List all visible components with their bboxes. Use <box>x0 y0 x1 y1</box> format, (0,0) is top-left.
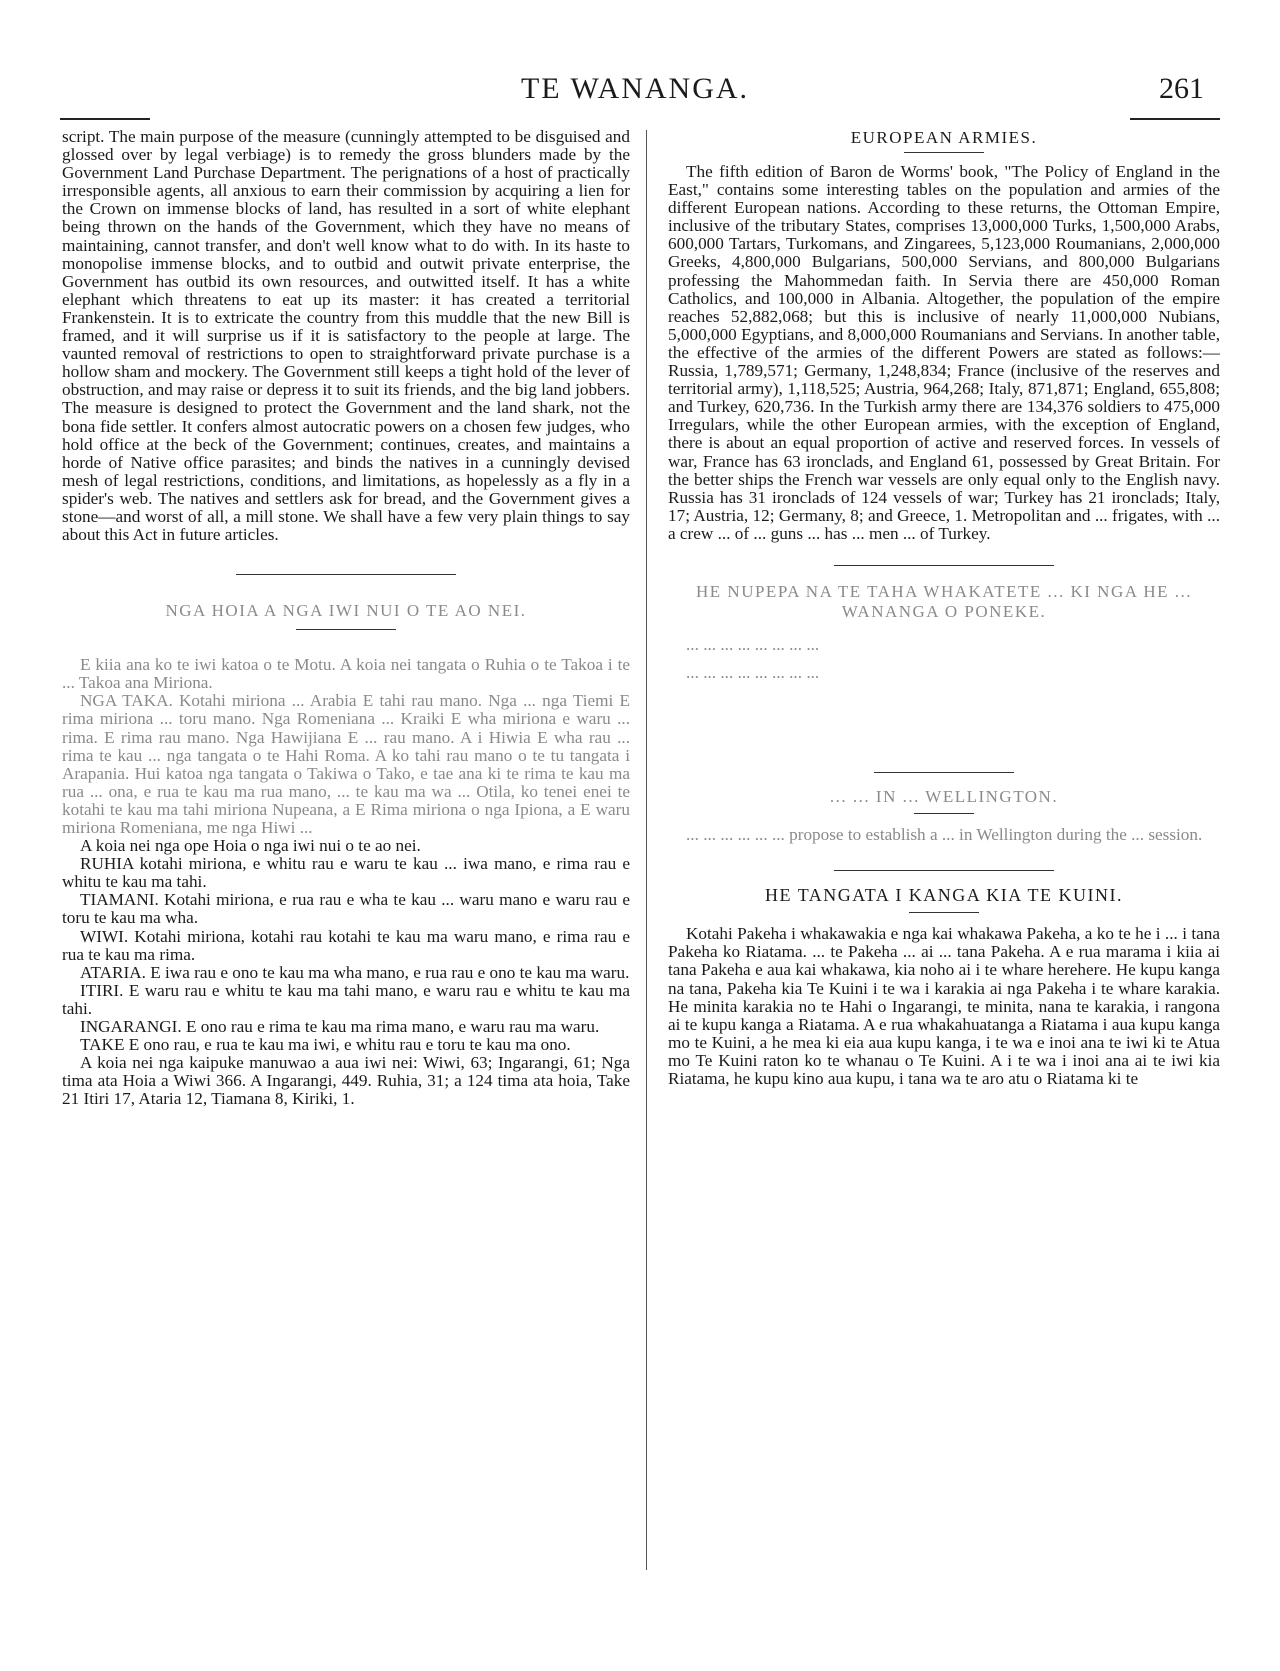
army-entry-tiamani: TIAMANI. Kotahi miriona, e rua rau e wha te kau ... waru mano e waru rau e toru te kau ma wha. <box>62 890 630 928</box>
section-separator <box>874 772 1014 773</box>
article-nupepa-paragraph-2: ... ... ... ... ... ... ... ... <box>686 663 820 683</box>
header-rule-right <box>1130 118 1220 120</box>
army-entry-ingarangi: INGARANGI. E ono rau e rima te kau ma rima mano, e waru rau ma waru. <box>80 1017 600 1037</box>
army-entry-ruhia: RUHIA kotahi miriona, e whitu rau e waru te kau ... iwa mano, e rima rau e whitu te kau ma tahi. <box>62 854 630 892</box>
masthead <box>60 72 1210 112</box>
article-wellington-paragraph: ... ... ... ... ... ... propose to establish a ... in Wellington during the ... session. <box>686 825 1203 845</box>
army-entry-itiri: ITIRI. E waru rau e whitu te kau ma tahi mano, e waru rau e whitu te kau ma tahi. <box>62 980 630 1018</box>
section-title-kuini: HE TANGATA I KANGA KIA TE KUINI. <box>765 885 1123 906</box>
article-nupepa-paragraph-1: ... ... ... ... ... ... ... ... <box>686 634 820 654</box>
section-title-nga-hoia: NGA HOIA A NGA IWI NUI O TE AO NEI. <box>165 601 527 621</box>
article-nga-hoia-paragraph-2: NGA TAKA. Kotahi miriona ... Arabia E tahi rau mano. Nga ... nga Tiemi E rima miriona ... toru mano. Nga Romeniana ... Kraiki E wha miriona e waru ... rima. E rima rau mano. Nga Hawijiana E ... rau mano. A i Hiwia E wha rau ... rima te kau ... nga tangata o te Hahi Roma. A ko tahi rau mano o te tu tangata i Arapania. Hui katoa nga tangata o Takiwa o Tako, e tae ana ki te rima te kau ma rua ... ona, e rua te kau ma rua mano, ... te kau ma wa ... Otila, ko tenei enei te kotahi te kau ma tahi miriona Nupeana, a E Rima miriona o nga Ipiona, a E waru miriona Romeniana, me nga Hiwi ... <box>62 691 630 837</box>
section-title-european-armies: EUROPEAN ARMIES. <box>850 128 1038 147</box>
title-underline <box>904 152 984 153</box>
army-entry-wiwi: WIWI. Kotahi miriona, kotahi rau kotahi te kau ma waru mano, e rima rau e rua te kau ma rima. <box>62 926 630 964</box>
article-nga-hoia-list-intro: A koia nei nga ope Hoia o nga iwi nui o te ao nei. <box>80 836 421 856</box>
article-nga-hoia-paragraph-1: E kiia ana ko te iwi katoa o te Motu. A koia nei tangata o Ruhia o te Takoa i te ... Takoa ana Miriona. <box>62 655 630 693</box>
army-entry-take: TAKE E ono rau, e rua te kau ma iwi, e whitu rau e toru te kau ma ono. <box>80 1035 571 1055</box>
section-separator <box>236 574 456 575</box>
page-number: 261 <box>1159 72 1204 105</box>
section-separator <box>834 870 1054 871</box>
warships-paragraph: A koia nei nga kaipuke manuwao a aua iwi nei: Wiwi, 63; Ingarangi, 61; Nga tima ata Hoia a Wiwi 366. A Ingarangi, 449. Ruhia, 31; a 124 tima ata hoia, Take 21 Itiri 17, Ataria 12, Tiamana 8, Kiriki, 1. <box>62 1053 630 1109</box>
column-divider <box>646 130 647 1570</box>
left-column <box>62 128 630 1109</box>
section-title-wellington: ... ... IN ... WELLINGTON. <box>829 787 1059 807</box>
title-underline <box>296 629 396 630</box>
section-title-nupepa: HE NUPEPA NA TE TAHA WHAKATETE ... KI NGA HE ... WANANGA O PONEKE. <box>696 581 1192 621</box>
title-underline <box>914 813 974 814</box>
section-separator <box>834 565 1054 566</box>
army-entry-ataria: ATARIA. E iwa rau e ono te kau ma wha mano, e rua rau e ono te kau ma waru. <box>80 962 630 982</box>
title-underline <box>909 912 979 913</box>
header-rule-left <box>60 118 150 120</box>
masthead-title: TE WANANGA. <box>520 72 750 105</box>
right-column <box>668 128 1220 1088</box>
article-kuini-paragraph: Kotahi Pakeha i whakawakia e nga kai whakawa Pakeha, a ko te he i ... i tana Pakeha ko Riatama. ... te Pakeha ... ai ... tana Pakeha. A e rua marama i kiia ai tana Pakeha e aua kai whakawa, kia noho ai i te whare herehere. He kupu kanga na tana, Pakeha kia Te Kuini i te wa i karakia ai nga Pakeha i te whare karakia. He minita karakia no te Hahi o Ingarangi, te minita, nana te karakia, i rangona ai te kupu kanga a Riatama. A e rua whakahuatanga a Riatama i aua kupu kanga mo te Kuini, a he mea ki eia aua kupu kanga, i te wa e inoi ana te iwi ki te Atua mo Te Kuini raton ko te whanau o Te Kuini. A i te wa i inoi ana ai te iwi kia Riatama, he kupu kino aua kupu, i tana wa te aro atu o Riatama ki te <box>668 924 1220 1088</box>
article-land-bill-paragraph: script. The main purpose of the measure (cunningly attempted to be disguised and glossed over by legal verbiage) is to remedy the gross blunders made by the Government Land Purchase Department. The perignations of a host of practically irresponsible agents, all anxious to earn their commission by acquiring a lien for the Crown on immense blocks of land, has resulted in a sort of white elephant being thrown on the hands of the Government, which they have no means of maintaining, cannot transfer, and don't well know what to do with. In its haste to monopolise immense blocks, and to outbid and outwit private enterprise, the Government has outbid its own resources, and outwitted itself. It has a white elephant which threatens to eat up its master: it has created a territorial Frankenstein. It is to extricate the country from this muddle that the new Bill is framed, and it will surprise us if it is satisfactory to the people at large. The vaunted removal of restrictions to open to straightforward private purchase is a hollow sham and mockery. The Government still keeps a tight hold of the lever of obstruction, and may raise or depress it to suit its friends, and the big land jobbers. The measure is designed to protect the Government and the land shark, not the bona fide settler. It confers almost autocratic powers on a chosen few judges, who hold office at the beck of the Government; continues, creates, and maintains a horde of Native office parasites; and binds the natives in a cunningly devised mesh of legal restrictions, conditions, and limitations, as hopelessly as a fly in a spider's web. The natives and settlers ask for bread, and the Government gives a stone—and worst of all, a mill stone. We shall have a few very plain things to say about this Act in future articles. <box>62 127 630 545</box>
article-european-armies-paragraph: The fifth edition of Baron de Worms' book, "The Policy of England in the East," contains some interesting tables on the population and armies of the different European nations. According to these returns, the Ottoman Empire, inclusive of the tributary States, comprises 13,000,000 Turks, 1,500,000 Arabs, 600,000 Tartars, Turkomans, and Zingarees, 5,123,000 Roumanians, 2,000,000 Greeks, 4,800,000 Bulgarians, 500,000 Servians, and 800,000 Bulgarians professing the Mahommedan faith. In Servia there are 450,000 Roman Catholics, and 100,000 in Albania. Altogether, the population of the empire reaches 52,882,068; but this is inclusive of nearly 11,000,000 Nubians, 5,000,000 Egyptians, and 8,000,000 Roumanians and Servians. In another table, the effective of the armies of the different Powers are stated as follows:—Russia, 1,789,571; Germany, 1,248,834; France (inclusive of the reserves and territorial army), 1,118,525; Austria, 964,268; Italy, 871,871; England, 655,808; and Turkey, 620,736. In the Turkish army there are 134,376 soldiers to 475,000 Irregulars, while the other European armies, with the exception of England, there is about an equal proportion of active and reserved forces. In vessels of war, France has 63 ironclads, and England 61, possessed by Great Britain. For the better ships the French war vessels are only equal only to the English navy. Russia has 31 ironclads of 124 vessels of war; Turkey has 21 ironclads; Italy, 17; Austria, 12; Germany, 8; and Greece, 1. Metropolitan and ... frigates, with ... a crew ... of ... guns ... has ... men ... of Turkey. <box>668 162 1220 543</box>
